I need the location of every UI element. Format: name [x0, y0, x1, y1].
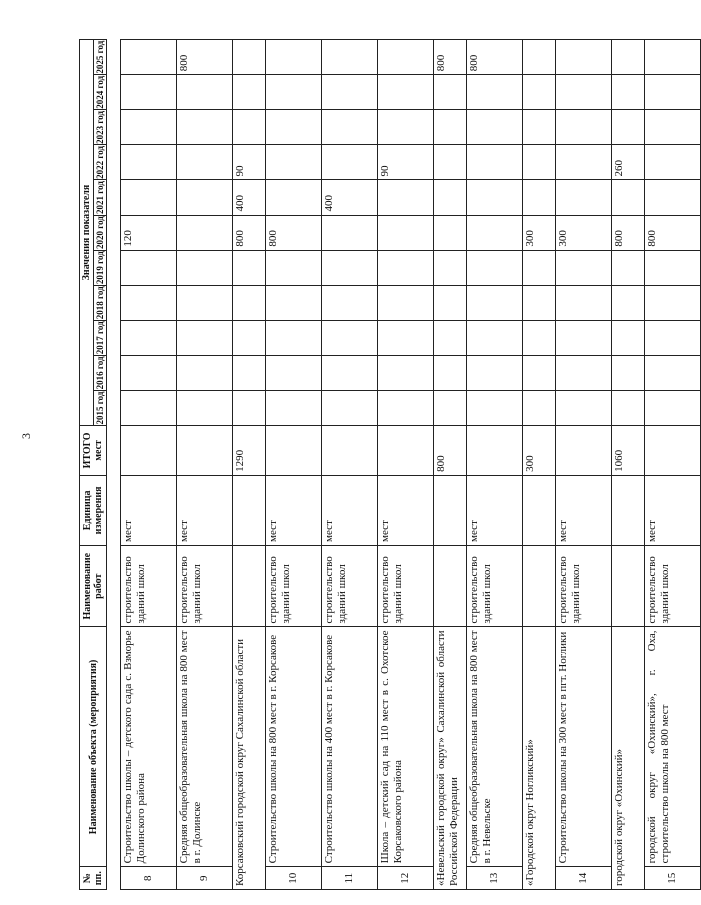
group-row [523, 40, 556, 890]
total-value [556, 426, 612, 476]
work-name [233, 545, 266, 626]
year-value [378, 390, 434, 425]
year-value [121, 250, 177, 285]
table-row [645, 40, 701, 890]
total-value [177, 426, 233, 476]
year-value [322, 390, 378, 425]
work-name [434, 545, 467, 626]
year-value [378, 110, 434, 145]
header-year: 2024 год [95, 75, 105, 109]
year-value [121, 110, 177, 145]
unit [434, 475, 467, 545]
year-value [233, 250, 266, 285]
year-value [612, 390, 645, 425]
year-value [556, 180, 612, 215]
year-value [556, 355, 612, 390]
unit: мест [266, 475, 322, 545]
row-number: 9 [177, 867, 233, 890]
year-value [177, 355, 233, 390]
year-value [378, 285, 434, 320]
year-value [556, 40, 612, 75]
year-value [612, 320, 645, 355]
year-value: 800 [645, 215, 701, 250]
year-value [612, 40, 645, 75]
header-year: 2017 год [95, 321, 105, 355]
year-value [322, 75, 378, 110]
year-value [266, 355, 322, 390]
year-value [523, 355, 556, 390]
total-value: 800 [434, 426, 467, 476]
year-value [612, 355, 645, 390]
object-name: Строительство школы на 300 мест в пгт. Ноглики [556, 627, 612, 867]
year-value [434, 110, 467, 145]
total-value: 300 [523, 426, 556, 476]
year-value [556, 390, 612, 425]
header-work-name: Наименование работ [80, 545, 107, 626]
year-value [121, 180, 177, 215]
year-value [434, 285, 467, 320]
rotated-table-container [79, 20, 678, 890]
year-value [645, 355, 701, 390]
object-name: Школа – детский сад на 110 мест в с. Охотское Корсаковского района [378, 627, 434, 867]
year-value [467, 355, 523, 390]
total-value [121, 426, 177, 476]
work-name: строительство зданий школ [177, 545, 233, 626]
year-value [645, 285, 701, 320]
header-year: 2018 год [95, 286, 105, 320]
year-value [645, 145, 701, 180]
year-value [322, 355, 378, 390]
object-name: Строительство школы на 800 мест в г. Корсакове [266, 627, 322, 867]
group-row [233, 40, 266, 890]
year-value [467, 285, 523, 320]
unit: мест [121, 475, 177, 545]
year-value [322, 145, 378, 180]
total-value [467, 426, 523, 476]
year-value [612, 110, 645, 145]
year-value [121, 40, 177, 75]
year-value [612, 180, 645, 215]
work-name: строительство зданий школ [322, 545, 378, 626]
row-number: 15 [645, 867, 701, 890]
year-value [233, 320, 266, 355]
year-value: 260 [612, 145, 645, 180]
year-value: 90 [233, 145, 266, 180]
year-value [467, 110, 523, 145]
year-value [177, 75, 233, 110]
table-row [556, 40, 612, 890]
year-value [322, 285, 378, 320]
year-value [233, 75, 266, 110]
object-name: Средняя общеобразовательная школа на 800 мест в г. Невельске [467, 627, 523, 867]
year-value [467, 180, 523, 215]
year-value [266, 180, 322, 215]
work-name: строительство зданий школ [266, 545, 322, 626]
page-number: 3 [19, 433, 33, 439]
unit: мест [645, 475, 701, 545]
work-name [612, 545, 645, 626]
year-value [121, 75, 177, 110]
year-value [177, 285, 233, 320]
year-value [233, 285, 266, 320]
work-name: строительство зданий школ [467, 545, 523, 626]
year-value [322, 110, 378, 145]
year-value [121, 390, 177, 425]
year-value: 800 [467, 40, 523, 75]
header-year: 2022 год [95, 145, 105, 179]
year-value [266, 390, 322, 425]
year-value [645, 320, 701, 355]
total-value: 1290 [233, 426, 266, 476]
year-value [645, 75, 701, 110]
year-value: 120 [121, 215, 177, 250]
year-value [612, 285, 645, 320]
unit: мест [378, 475, 434, 545]
year-value: 800 [177, 40, 233, 75]
year-value [177, 145, 233, 180]
total-value: 1060 [612, 426, 645, 476]
total-value [266, 426, 322, 476]
table-row [322, 40, 378, 890]
total-value [645, 426, 701, 476]
year-value [378, 355, 434, 390]
year-value [177, 390, 233, 425]
year-value [322, 215, 378, 250]
year-value [233, 40, 266, 75]
year-value [645, 180, 701, 215]
row-number: 10 [266, 867, 322, 890]
row-number: 8 [121, 867, 177, 890]
row-number: 13 [467, 867, 523, 890]
year-value [467, 250, 523, 285]
year-value [434, 75, 467, 110]
work-name: строительство зданий школ [378, 545, 434, 626]
header-year: 2019 год [95, 251, 105, 285]
group-name: «Городской округ Ногликский» [523, 627, 556, 890]
year-value: 800 [266, 215, 322, 250]
table-body [107, 40, 701, 890]
table-row [177, 40, 233, 890]
year-value [266, 285, 322, 320]
year-value [233, 390, 266, 425]
year-value [556, 145, 612, 180]
year-value [322, 250, 378, 285]
group-row [434, 40, 467, 890]
year-value: 800 [233, 215, 266, 250]
year-value [523, 285, 556, 320]
year-value [378, 215, 434, 250]
year-value [266, 110, 322, 145]
group-name: городской округ «Охинский» [612, 627, 645, 890]
year-value [378, 180, 434, 215]
header-year: 2016 год [95, 356, 105, 390]
row-number: 11 [322, 867, 378, 890]
year-value [121, 355, 177, 390]
year-value [556, 320, 612, 355]
year-value [378, 250, 434, 285]
year-value [467, 75, 523, 110]
year-value [612, 250, 645, 285]
work-name [523, 545, 556, 626]
year-value [266, 40, 322, 75]
group-row [612, 40, 645, 890]
year-value [556, 285, 612, 320]
year-value [177, 215, 233, 250]
year-value [434, 355, 467, 390]
year-value [523, 180, 556, 215]
unit: мест [322, 475, 378, 545]
year-value: 400 [233, 180, 266, 215]
unit [612, 475, 645, 545]
year-value [177, 320, 233, 355]
year-value: 400 [322, 180, 378, 215]
header-unit: Единица измерения [80, 475, 107, 545]
year-value [434, 215, 467, 250]
unit: мест [556, 475, 612, 545]
year-value [467, 320, 523, 355]
year-value [434, 390, 467, 425]
year-value [523, 250, 556, 285]
header-year: 2021 год [95, 181, 105, 214]
year-value [266, 145, 322, 180]
year-value [378, 75, 434, 110]
header-year: 2023 год [95, 110, 105, 144]
object-name: Строительство школы – детского сада с. Взморье Долинского района [121, 627, 177, 867]
row-number: 12 [378, 867, 434, 890]
year-value [266, 250, 322, 285]
year-value [434, 180, 467, 215]
year-value [177, 180, 233, 215]
year-value [467, 215, 523, 250]
year-value [645, 40, 701, 75]
header-values-group: Значения показателя [80, 40, 94, 426]
table-row [121, 40, 177, 890]
year-value [556, 75, 612, 110]
year-value [233, 110, 266, 145]
object-name: Средняя общеобразовательная школа на 800 мест в г. Долинске [177, 627, 233, 867]
year-value [177, 110, 233, 145]
year-value [378, 320, 434, 355]
table-row [378, 40, 434, 890]
spacer-row [107, 40, 121, 890]
table-row [266, 40, 322, 890]
year-value [523, 40, 556, 75]
year-value [177, 250, 233, 285]
year-value [434, 145, 467, 180]
year-value [645, 110, 701, 145]
total-value [378, 426, 434, 476]
year-value [322, 40, 378, 75]
year-value [467, 145, 523, 180]
group-name: Корсаковский городской округ Сахалинской области [233, 627, 266, 890]
year-value [434, 320, 467, 355]
header-year: 2025 год [95, 40, 105, 74]
work-name: строительство зданий школ [556, 545, 612, 626]
unit [523, 475, 556, 545]
indicators-table [79, 39, 701, 890]
unit [233, 475, 266, 545]
year-value: 800 [434, 40, 467, 75]
year-value [266, 75, 322, 110]
year-value: 300 [556, 215, 612, 250]
year-value: 800 [612, 215, 645, 250]
year-value [467, 390, 523, 425]
year-value [523, 75, 556, 110]
total-value [322, 426, 378, 476]
table-row [467, 40, 523, 890]
header-object-name: Наименование объекта (мероприятия) [80, 627, 107, 867]
unit: мест [177, 475, 233, 545]
year-value: 90 [378, 145, 434, 180]
work-name: строительство зданий школ [645, 545, 701, 626]
object-name: Строительство школы на 400 мест в г. Корсакове [322, 627, 378, 867]
group-name: «Невельский городской округ» Сахалинской области Российской Федерации [434, 627, 467, 890]
unit: мест [467, 475, 523, 545]
year-value [523, 145, 556, 180]
year-value [523, 390, 556, 425]
year-value [121, 285, 177, 320]
header-total: ИТОГО мест [80, 426, 107, 476]
year-value [645, 250, 701, 285]
year-value: 300 [523, 215, 556, 250]
year-value [266, 320, 322, 355]
year-value [378, 40, 434, 75]
year-value [523, 320, 556, 355]
year-value [556, 110, 612, 145]
year-value [434, 250, 467, 285]
row-number: 14 [556, 867, 612, 890]
year-value [645, 390, 701, 425]
year-value [612, 75, 645, 110]
year-value [556, 250, 612, 285]
work-name: строительство зданий школ [121, 545, 177, 626]
header-no: № пп. [80, 867, 107, 890]
year-value [233, 355, 266, 390]
year-value [121, 320, 177, 355]
year-value [121, 145, 177, 180]
year-value [322, 320, 378, 355]
header-year: 2015 год [95, 391, 105, 425]
year-value [523, 110, 556, 145]
header-year: 2020 год [95, 216, 105, 250]
object-name: городской округ «Охинский», г. Оха, строительство школы на 800 мест [645, 627, 701, 867]
